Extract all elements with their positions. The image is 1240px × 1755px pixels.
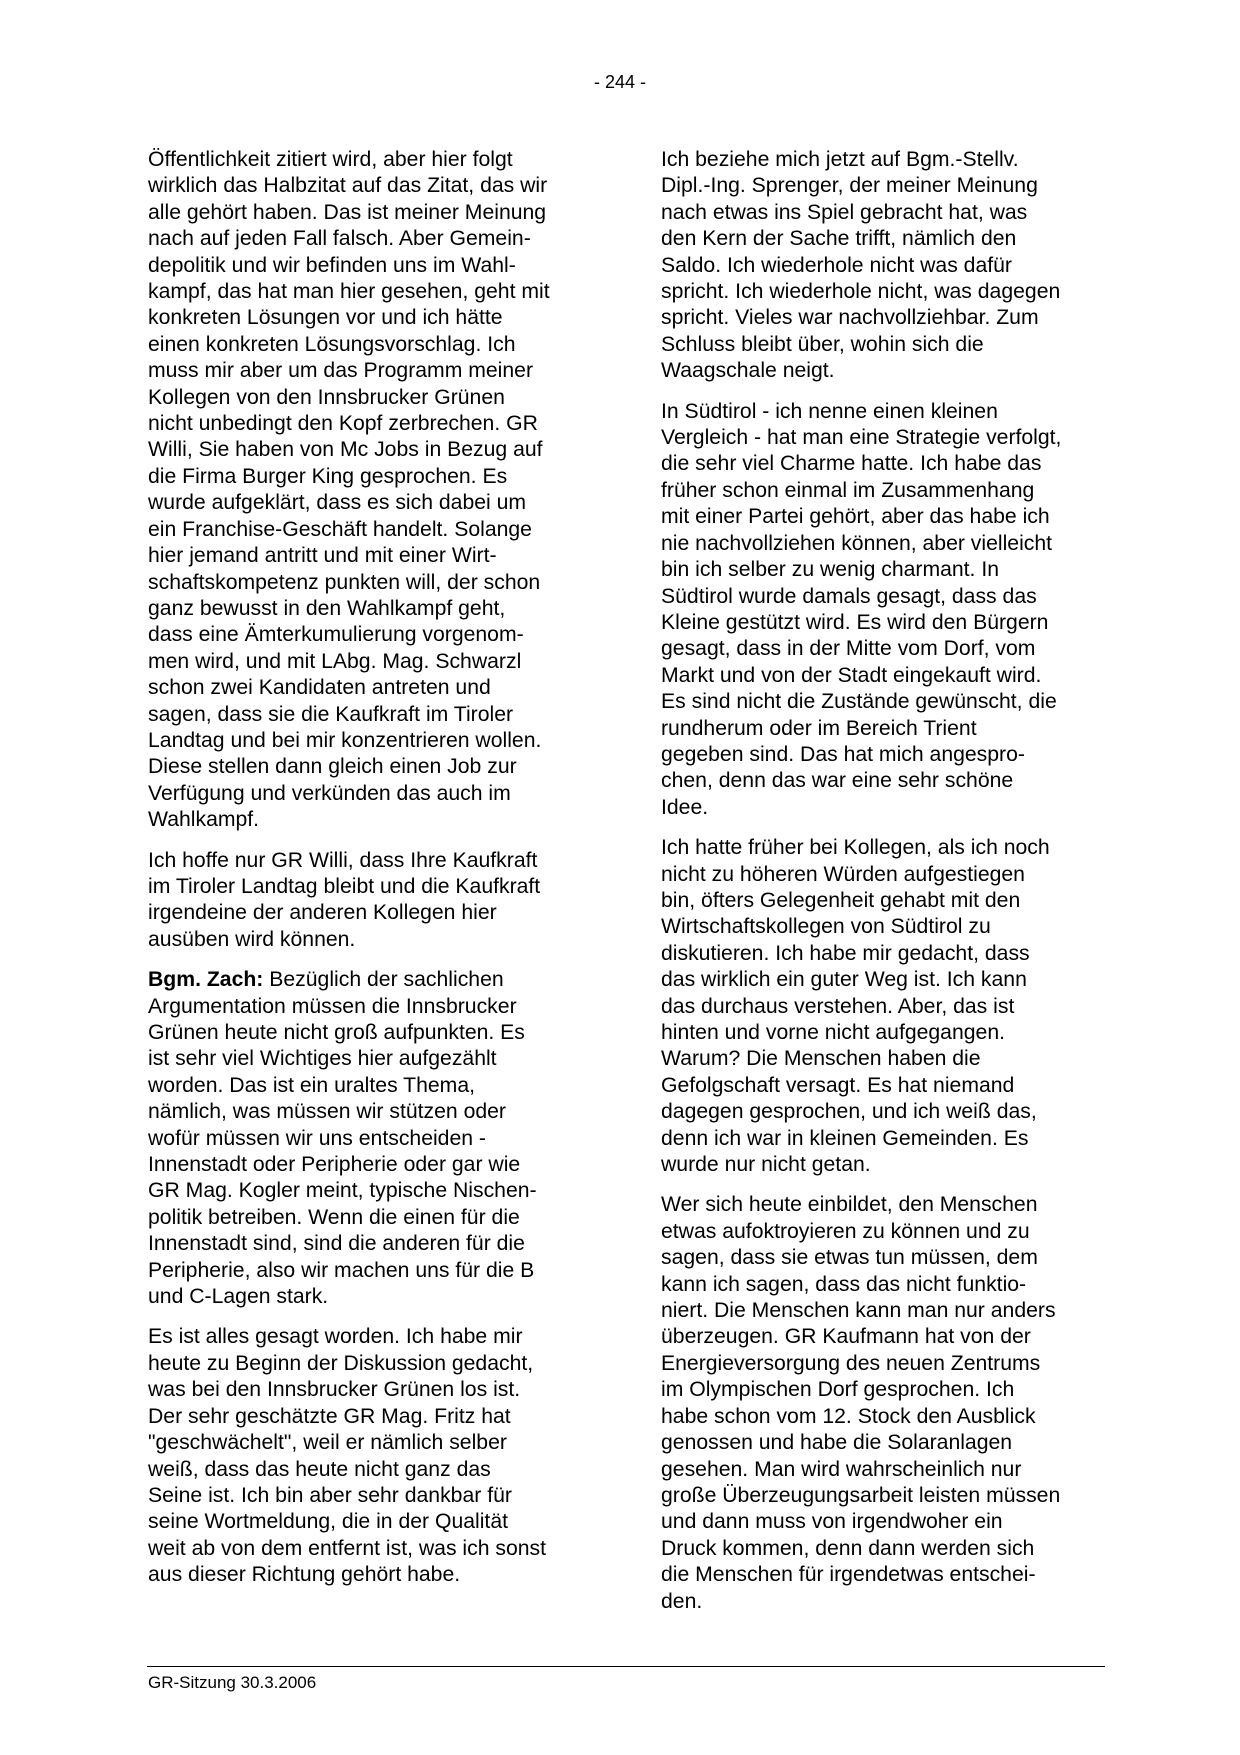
text-line: Südtirol wurde damals gesagt, dass das: [661, 584, 1037, 608]
text-line: gesehen. Man wird wahrscheinlich nur: [661, 1457, 1022, 1481]
text-line: niert. Die Menschen kann man nur anders: [661, 1299, 1056, 1323]
text-line: bin, öfters Gelegenheit gehabt mit den: [661, 888, 1021, 912]
paragraph: [661, 1192, 1107, 1615]
text-line: das durchaus verstehen. Aber, das ist: [661, 994, 1015, 1018]
text-line: die sehr viel Charme hatte. Ich habe das: [661, 452, 1042, 476]
text-line: Der sehr geschätzte GR Mag. Fritz hat: [148, 1404, 511, 1428]
text-line: die Menschen für irgendetwas entschei-: [661, 1563, 1036, 1587]
text-line: Wirtschaftskollegen von Südtirol zu: [661, 915, 991, 939]
text-line: seine Wortmeldung, die in der Qualität: [148, 1510, 508, 1534]
text-line: Druck kommen, denn dann werden sich: [661, 1536, 1035, 1560]
text-line: den Kern der Sache trifft, nämlich den: [661, 227, 1017, 251]
text-line: was bei den Innsbrucker Grünen los ist.: [148, 1378, 521, 1402]
text-line: diskutieren. Ich habe mir gedacht, dass: [661, 941, 1030, 965]
text-line: rundherum oder im Bereich Trient: [661, 716, 977, 740]
text-line: hier jemand antritt und mit einer Wirt-: [148, 544, 497, 568]
text-line: kampf, das hat man hier gesehen, geht mit: [148, 280, 550, 304]
text-line: mit einer Partei gehört, aber das habe ich: [661, 505, 1050, 529]
text-line: ein Franchise-Geschäft handelt. Solange: [148, 517, 532, 541]
text-line: die Firma Burger King gesprochen. Es: [148, 464, 508, 488]
text-line: aus dieser Richtung gehört habe.: [148, 1563, 461, 1587]
text-line: Energieversorgung des neuen Zentrums: [661, 1351, 1041, 1375]
text-line: überzeugen. GR Kaufmann hat von der: [661, 1325, 1031, 1349]
text-line: Seine ist. Ich bin aber sehr dankbar für: [148, 1483, 512, 1507]
text-line: nämlich, was müssen wir stützen oder: [148, 1100, 506, 1124]
text-line: spricht. Vieles war nachvollziehbar. Zum: [661, 306, 1039, 330]
text-line: "geschwächelt", weil er nämlich selber: [148, 1431, 507, 1455]
text-line: Es ist alles gesagt worden. Ich habe mir: [148, 1325, 523, 1349]
text-line: Ich beziehe mich jetzt auf Bgm.-Stellv.: [661, 148, 1019, 171]
speaker-name: Bgm. Zach:: [148, 968, 264, 992]
text-line: irgendeine der anderen Kollegen hier: [148, 901, 497, 925]
paragraph: [661, 147, 1107, 385]
text-line: ganz bewusst in den Wahlkampf geht,: [148, 596, 506, 620]
text-line: wurde nur nicht getan.: [661, 1153, 871, 1177]
text-line: Verfügung und verkünden das auch im: [148, 781, 511, 805]
text-line: bin ich selber zu wenig charmant. In: [661, 558, 999, 582]
text-line: Dipl.-Ing. Sprenger, der meiner Meinung: [661, 174, 1038, 198]
text-line: depolitik und wir befinden uns im Wahl-: [148, 253, 516, 277]
paragraph: [148, 147, 592, 834]
text-line: wirklich das Halbzitat auf das Zitat, das wir: [148, 174, 548, 198]
text-line: nie nachvollziehen können, aber vielleicht: [661, 531, 1053, 555]
text-line: im Tiroler Landtag bleibt und die Kaufkraft: [148, 874, 541, 898]
text-line: GR Mag. Kogler meint, typische Nischen-: [148, 1179, 537, 1203]
paragraph: [148, 1324, 592, 1588]
text-line: Ich hoffe nur GR Willi, dass Ihre Kaufkraft: [148, 848, 538, 872]
text-line: das wirklich ein guter Weg ist. Ich kann: [661, 968, 1027, 992]
paragraph: [661, 835, 1107, 1178]
text-line: sagen, dass sie die Kaufkraft im Tiroler: [148, 702, 514, 726]
text-line: Willi, Sie haben von Mc Jobs in Bezug auf: [148, 438, 543, 462]
text-line: im Olympischen Dorf gesprochen. Ich: [661, 1378, 1015, 1402]
text-line: ausüben wird können.: [148, 927, 356, 951]
text-line: schon zwei Kandidaten antreten und: [148, 676, 491, 700]
text-line: schaftskompetenz punkten will, der schon: [148, 570, 541, 594]
text-line: kann ich sagen, dass das nicht funktio-: [661, 1272, 1027, 1296]
text-line: einen konkreten Lösungsvorschlag. Ich: [148, 332, 516, 356]
text-line: alle gehört haben. Das ist meiner Meinung: [148, 200, 547, 224]
text-line: Gefolgschaft versagt. Es hat niemand: [661, 1073, 1015, 1097]
text-line: gesagt, dass in der Mitte vom Dorf, vom: [661, 637, 1036, 661]
text-line: Waagschale neigt.: [661, 359, 835, 383]
text-line: und C-Lagen stark.: [148, 1285, 329, 1309]
text-line: sagen, dass sie etwas tun müssen, dem: [661, 1246, 1038, 1270]
text-line: Schluss bleibt über, wohin sich die: [661, 332, 984, 356]
paragraph: [148, 848, 592, 954]
text-line: heute zu Beginn der Diskussion gedacht,: [148, 1351, 534, 1375]
text-line: nicht unbedingt den Kopf zerbrechen. GR: [148, 412, 538, 436]
text-line: Bgm. Zach: Bezüglich der sachlichen: [148, 968, 504, 992]
text-line: nach etwas ins Spiel gebracht hat, was: [661, 200, 1028, 224]
text-line: nach auf jeden Fall falsch. Aber Gemein-: [148, 227, 531, 251]
text-line: wofür müssen wir uns entscheiden -: [148, 1126, 486, 1150]
text-line: muss mir aber um das Programm meiner: [148, 359, 534, 383]
text-line: Vergleich - hat man eine Strategie verfolgt,: [661, 426, 1062, 450]
text-line: weit ab von dem entfernt ist, was ich sonst: [148, 1536, 547, 1560]
text-line: etwas aufoktroyieren zu können und zu: [661, 1219, 1030, 1243]
text-line: Warum? Die Menschen haben die: [661, 1047, 981, 1071]
text-line: Landtag und bei mir konzentrieren wollen.: [148, 728, 542, 752]
text-line: Idee.: [661, 795, 709, 819]
text-line: ist sehr viel Wichtiges hier aufgezählt: [148, 1047, 497, 1071]
left-column: [148, 147, 592, 1603]
text-line: Kleine gestützt wird. Es wird den Bürgern: [661, 610, 1049, 634]
footer-session-date: GR-Sitzung 30.3.2006: [148, 1673, 317, 1692]
text-line: habe schon vom 12. Stock den Ausblick: [661, 1404, 1036, 1428]
text-line: nicht zu höheren Würden aufgestiegen: [661, 862, 1025, 886]
text-line: dass eine Ämterkumulierung vorgenom-: [148, 623, 524, 647]
text-line: konkreten Lösungen vor und ich hätte: [148, 306, 503, 330]
text-line: Kollegen von den Innsbrucker Grünen: [148, 385, 505, 409]
text-line: Ich hatte früher bei Kollegen, als ich noch: [661, 836, 1050, 860]
paragraph: [148, 967, 592, 1310]
text-line: Argumentation müssen die Innsbrucker: [148, 994, 517, 1018]
text-line: früher schon einmal im Zusammenhang: [661, 478, 1035, 502]
text-line: Grünen heute nicht groß aufpunkten. Es: [148, 1021, 525, 1044]
text-line: weiß, dass das heute nicht ganz das: [148, 1457, 491, 1481]
text-line: Innenstadt oder Peripherie oder gar wie: [148, 1153, 521, 1177]
paragraph: [661, 399, 1107, 822]
text-line: Wahlkampf.: [148, 808, 260, 832]
right-column: [661, 147, 1107, 1629]
text-line: hinten und vorne nicht aufgegangen.: [661, 1021, 1005, 1044]
text-line: Es sind nicht die Zustände gewünscht, die: [661, 690, 1057, 714]
text-line: Markt und von der Stadt eingekauft wird.: [661, 663, 1042, 687]
text-line: gegeben sind. Das hat mich angespro-: [661, 742, 1025, 766]
text-line: Saldo. Ich wiederhole nicht was dafür: [661, 253, 1012, 277]
text-line: genossen und habe die Solaranlagen: [661, 1431, 1013, 1455]
text-line: Peripherie, also wir machen uns für die B: [148, 1258, 535, 1282]
text-line: chen, denn das war eine sehr schöne: [661, 769, 1014, 793]
text-line: und dann muss von irgendwoher ein: [661, 1510, 1003, 1534]
footer-divider: [147, 1666, 1105, 1667]
text-line: spricht. Ich wiederhole nicht, was dagegen: [661, 280, 1061, 304]
text-line: Wer sich heute einbildet, den Menschen: [661, 1193, 1038, 1217]
text-line: denn ich war in kleinen Gemeinden. Es: [661, 1126, 1029, 1150]
text-line: politik betreiben. Wenn die einen für die: [148, 1205, 520, 1229]
text-line: men wird, und mit LAbg. Mag. Schwarzl: [148, 649, 522, 673]
text-line: wurde aufgeklärt, dass es sich dabei um: [148, 491, 527, 515]
text-line: dagegen gesprochen, und ich weiß das,: [661, 1100, 1037, 1124]
text-line: große Überzeugungsarbeit leisten müssen: [661, 1483, 1061, 1507]
text-line: den.: [661, 1589, 703, 1613]
text-line: Innenstadt sind, sind die anderen für die: [148, 1232, 525, 1256]
page-number: - 244 -: [593, 72, 647, 92]
text-line: worden. Das ist ein uraltes Thema,: [148, 1073, 475, 1097]
text-line: In Südtirol - ich nenne einen kleinen: [661, 399, 998, 423]
text-line: Diese stellen dann gleich einen Job zur: [148, 755, 517, 779]
text-line: Öffentlichkeit zitiert wird, aber hier folgt: [148, 148, 513, 171]
